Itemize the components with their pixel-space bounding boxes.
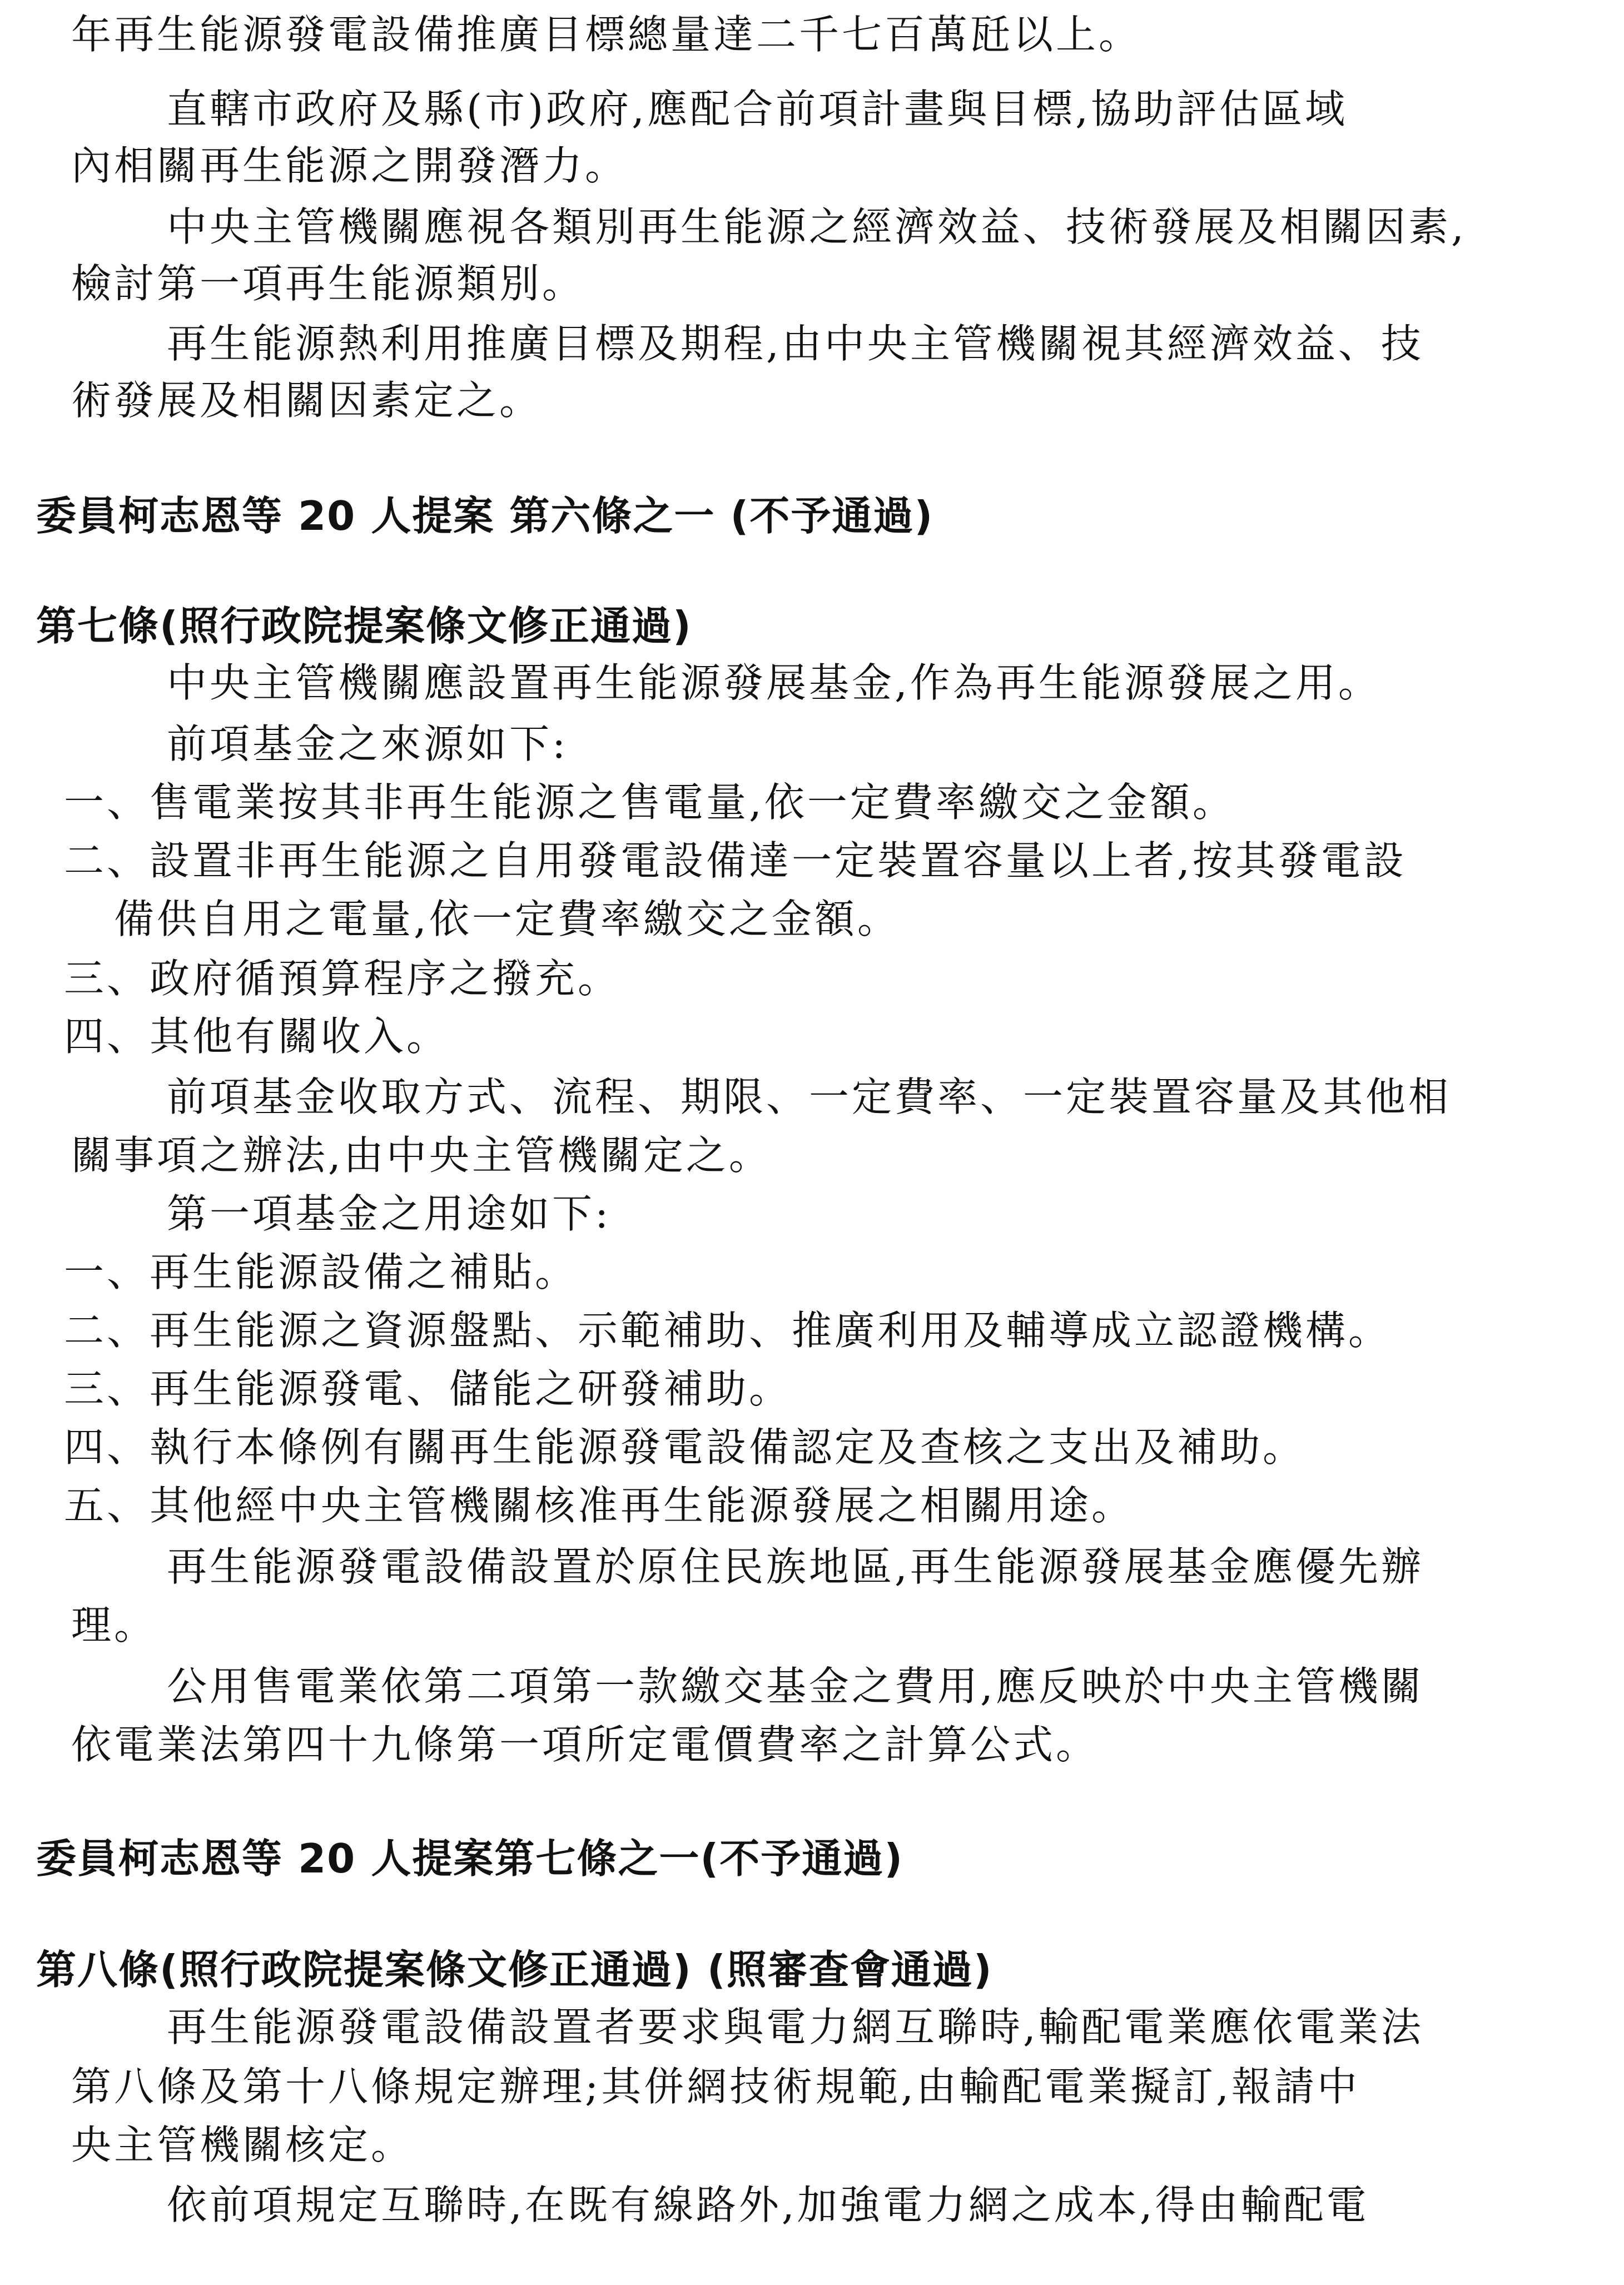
text-line: 術發展及相關因素定之。 [71, 377, 543, 424]
text-line: 內相關再生能源之開發潛力。 [71, 142, 628, 189]
list-item: 四、執行本條例有關再生能源發電設備認定及查核之支出及補助。 [64, 1424, 1306, 1471]
text-line: 中央主管機關應視各類別再生能源之經濟效益、技術發展及相關因素, [167, 203, 1467, 250]
section-heading-proposal-6-1: 委員柯志恩等 20 人提案 第六條之一 (不予通過) [36, 493, 934, 539]
list-item-continued: 備供自用之電量,依一定費率繳交之金額。 [114, 896, 900, 942]
text-line: 再生能源發電設備設置於原住民族地區,再生能源發展基金應優先辦 [167, 1543, 1424, 1590]
section-heading-article-7: 第七條(照行政院提案條文修正通過) [36, 603, 692, 649]
text-line: 中央主管機關應設置再生能源發展基金,作為再生能源發展之用。 [167, 659, 1381, 706]
text-line: 年再生能源發電設備推廣目標總量達二千七百萬瓩以上。 [71, 11, 1142, 58]
text-line: 央主管機關核定。 [71, 2122, 414, 2168]
list-item: 一、再生能源設備之補貼。 [64, 1249, 578, 1295]
text-line: 前項基金收取方式、流程、期限、一定費率、一定裝置容量及其他相 [167, 1074, 1452, 1120]
section-heading-article-8: 第八條(照行政院提案條文修正通過) (照審查會通過) [36, 1946, 993, 1993]
text-line: 直轄市政府及縣(市)政府,應配合前項計畫與目標,協助評估區域 [167, 86, 1348, 132]
list-item: 一、售電業按其非再生能源之售電量,依一定費率繳交之金額。 [64, 779, 1235, 826]
list-item: 四、其他有關收入。 [64, 1013, 450, 1060]
text-line: 公用售電業依第二項第一款繳交基金之費用,應反映於中央主管機關 [167, 1663, 1424, 1710]
text-line: 依電業法第四十九條第一項所定電價費率之計算公式。 [71, 1721, 1099, 1768]
text-line: 第一項基金之用途如下: [167, 1190, 612, 1237]
text-line: 檢討第一項再生能源類別。 [71, 260, 585, 307]
text-line: 再生能源發電設備設置者要求與電力網互聯時,輸配電業應依電業法 [167, 2004, 1424, 2050]
text-line: 前項基金之來源如下: [167, 721, 569, 767]
section-heading-proposal-7-1: 委員柯志恩等 20 人提案第七條之一(不予通過) [36, 1835, 904, 1882]
list-item: 二、再生能源之資源盤點、示範補助、推廣利用及輔導成立認證機構。 [64, 1307, 1392, 1354]
text-line: 第八條及第十八條規定辦理;其併網技術規範,由輸配電業擬訂,報請中 [71, 2063, 1360, 2110]
list-item: 三、政府循預算程序之撥充。 [64, 955, 621, 1002]
list-item: 二、設置非再生能源之自用發電設備達一定裝置容量以上者,按其發電設 [64, 837, 1407, 884]
list-item: 五、其他經中央主管機關核准再生能源發展之相關用途。 [64, 1482, 1135, 1529]
text-line: 理。 [71, 1602, 157, 1648]
list-item: 三、再生能源發電、儲能之研發補助。 [64, 1365, 792, 1412]
text-line: 關事項之辦法,由中央主管機關定之。 [71, 1132, 772, 1179]
text-line: 再生能源熱利用推廣目標及期程,由中央主管機關視其經濟效益、技 [167, 320, 1424, 367]
text-line: 依前項規定互聯時,在既有線路外,加強電力網之成本,得由輸配電 [167, 2182, 1369, 2228]
